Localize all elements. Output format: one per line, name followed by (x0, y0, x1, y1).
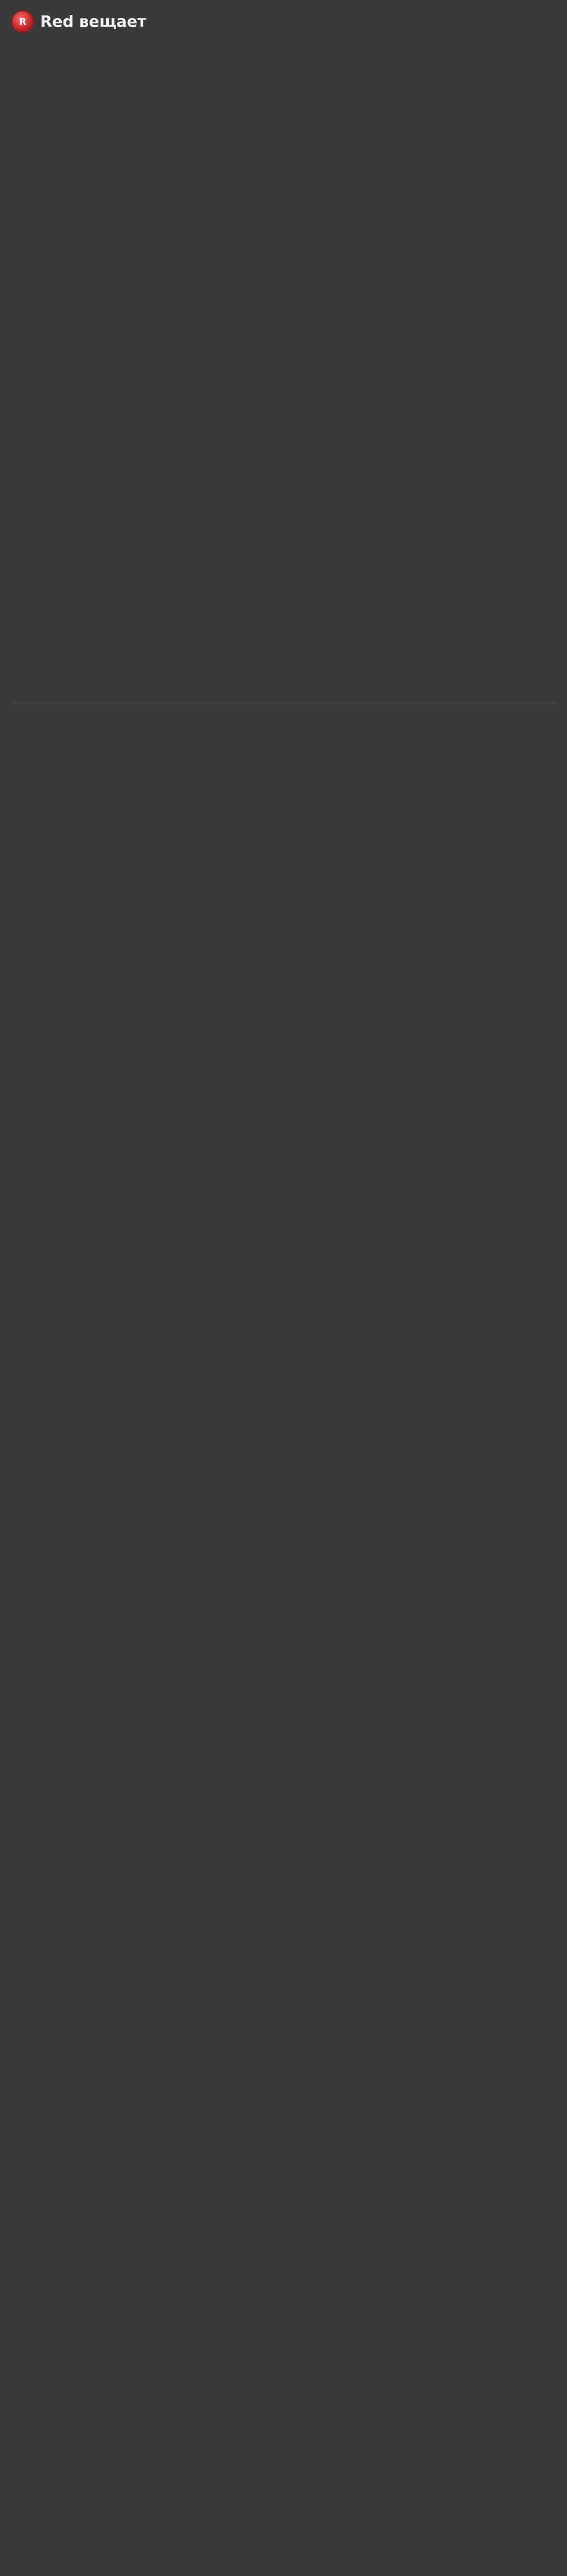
post-paragraph (11, 311, 556, 341)
comment (11, 918, 556, 947)
comment (11, 812, 556, 842)
comment (11, 777, 556, 807)
author-reply (11, 997, 556, 1017)
post-body (11, 39, 556, 694)
post-title: Red вещает (40, 12, 146, 31)
author-reply (11, 927, 556, 947)
author-reply (11, 1067, 556, 1087)
post-paragraph (11, 617, 556, 647)
post-paragraph (11, 277, 556, 307)
post-paragraph (11, 107, 556, 137)
post-paragraph (11, 175, 556, 205)
comment (11, 848, 556, 877)
author-reply (11, 857, 556, 877)
post-paragraph (11, 209, 556, 239)
comment (11, 953, 556, 982)
post-paragraph (11, 73, 556, 103)
post-paragraph (11, 413, 556, 443)
post-header (11, 7, 556, 36)
comment (11, 1093, 556, 1123)
comment (11, 1058, 556, 1088)
post-paragraph (11, 549, 556, 579)
post-paragraph (11, 675, 556, 694)
author-avatar[interactable]: R (11, 10, 34, 33)
post-paragraph (11, 141, 556, 171)
author-reply (11, 717, 556, 737)
comment (11, 883, 556, 912)
author-reply (11, 1103, 556, 1122)
post-paragraph (11, 447, 556, 477)
author-reply (11, 892, 556, 912)
post-paragraph (11, 481, 556, 511)
post-paragraph (11, 651, 556, 671)
post-paragraph (11, 583, 556, 613)
post-paragraph (11, 243, 556, 273)
author-reply (11, 1032, 556, 1052)
post-paragraph (11, 515, 556, 545)
author-reply (11, 962, 556, 982)
post-paragraph (11, 345, 556, 375)
comment (11, 988, 556, 1018)
comment (11, 1023, 556, 1053)
comment (11, 707, 556, 737)
post-paragraph (11, 379, 556, 409)
author-reply (11, 752, 556, 772)
author-reply (11, 787, 556, 807)
comment (11, 742, 556, 772)
post-paragraph (11, 39, 556, 69)
author-reply (11, 822, 556, 842)
comment-thread (11, 707, 556, 2576)
